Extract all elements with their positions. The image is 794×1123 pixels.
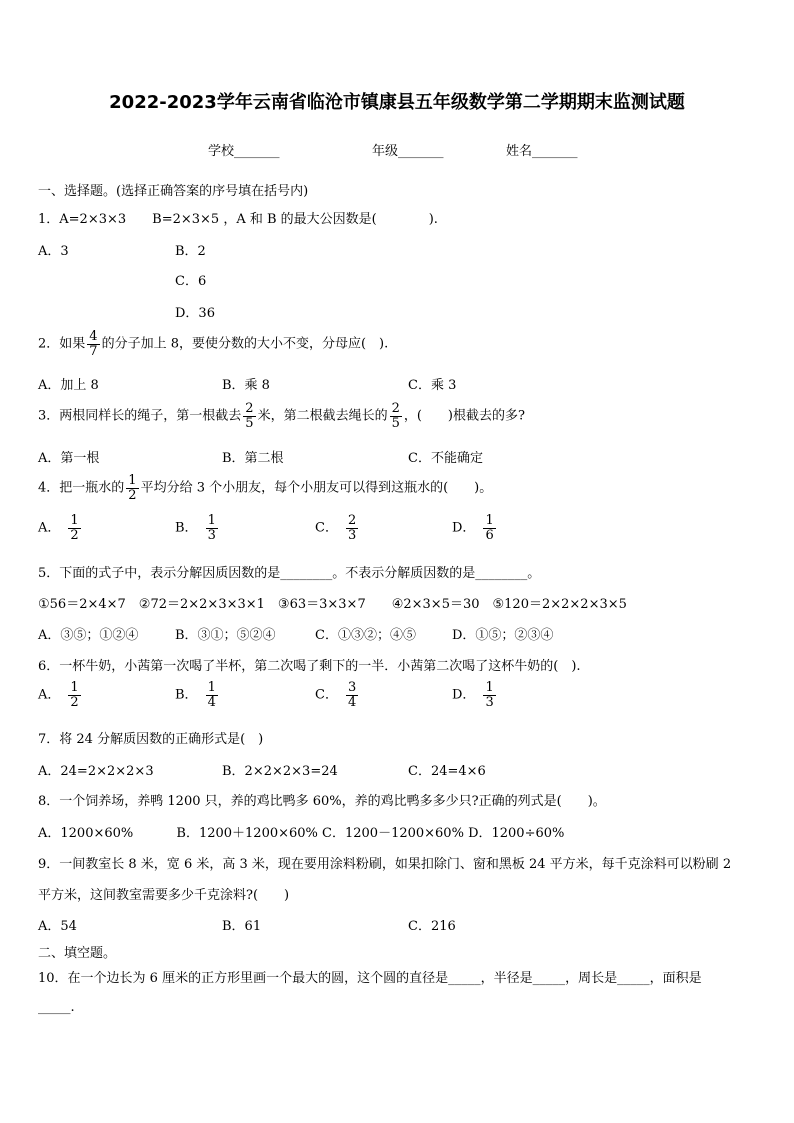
q6-option-c: C． $\frac{3}{4}$ (315, 680, 357, 710)
q4-option-d: D． $\frac{1}{6}$ (452, 513, 494, 543)
question-3: 3．两根同样长的绳子，第一根截去 $\frac{2}{5}$ 米，第二根截去绳长的 $\frac{2}{5}$ ，( )根截去的多? (38, 401, 525, 431)
q3-option-b: B．第二根 (222, 451, 284, 466)
q7-option-a: A．24=2×2×2×3 (38, 764, 154, 779)
q3-option-c: C．不能确定 (408, 451, 483, 466)
q1-option-d: D．36 (175, 306, 215, 321)
question-10-line-1: 10．在一个边长为 6 厘米的正方形里画一个最大的圆，这个圆的直径是_____，半径是_____，周长是_____，面积是 (38, 971, 702, 986)
q5-option-c: C．①③②；④⑤ (315, 628, 416, 643)
grade-field: 年级_______ (372, 144, 444, 159)
q1-option-b: B．2 (175, 244, 206, 259)
q2-post: 的分子加上 8，要使分数的大小不变，分母应( ). (101, 336, 389, 352)
q2-pre: 2．如果 (38, 336, 86, 352)
question-2 (38, 330, 388, 358)
section-fill-heading: 二、填空题。 (38, 946, 117, 961)
q4-option-a: A． $\frac{1}{2}$ (38, 513, 79, 543)
q4-option-b: B． $\frac{1}{3}$ (175, 513, 216, 543)
question-5: 5．下面的式子中，表示分解因质因数的是________。不表示分解质因数的是________。 (38, 566, 541, 581)
question-7: 7．将 24 分解质因数的正确形式是( ) (38, 732, 264, 747)
q6-option-b: B． $\frac{1}{4}$ (175, 680, 216, 710)
q5-option-a: A．③⑤；①②④ (38, 628, 139, 643)
q7-option-b: B．2×2×2×3=24 (222, 764, 338, 779)
q2-option-a: A．加上 8 (38, 378, 99, 393)
question-10-line-2: _____. (38, 1000, 75, 1015)
question-6: 6．一杯牛奶，小茜第一次喝了半杯，第二次喝了剩下的一半．小茜第二次喝了这杯牛奶的( ). (38, 659, 581, 674)
q9-option-c: C．216 (408, 919, 456, 934)
q7-option-c: C．24=4×6 (408, 764, 486, 779)
q1-option-a: A．3 (38, 244, 69, 259)
q4-option-c: C． $\frac{2}{3}$ (315, 513, 357, 543)
q9-option-a: A．54 (38, 919, 77, 934)
q3-fraction-2: $\frac{2}{5}$ (391, 401, 400, 431)
q8-options: A．1200×60% B．1200＋1200×60% C．1200－1200×60% D．1200÷60% (38, 826, 565, 841)
question-9-line-1: 9．一间教室长 8 米，宽 6 米，高 3 米，现在要用涂料粉刷，如果扣除门、窗和黑板 24 平方米，每千克涂料可以粉刷 2 (38, 857, 732, 872)
q4-fraction: $\frac{1}{2}$ (128, 473, 137, 503)
q6-option-a: A． $\frac{1}{2}$ (38, 680, 79, 710)
school-field: 学校_______ (208, 144, 280, 159)
q9-option-b: B．61 (222, 919, 262, 934)
section-choice-heading: 一、选择题。(选择正确答案的序号填在括号内) (38, 184, 309, 199)
q2-fraction: $\frac{4}{7}$ (89, 329, 98, 359)
page-title: 2022-2023学年云南省临沧市镇康县五年级数学第二学期期末监测试题 (109, 92, 685, 113)
q2-option-b: B．乘 8 (222, 378, 270, 393)
question-4: 4．把一瓶水的 $\frac{1}{2}$ 平均分给 3 个小朋友，每个小朋友可以得到这瓶水的( )。 (38, 473, 493, 503)
q5-option-d: D．①⑤；②③④ (452, 628, 554, 643)
question-1: 1．A=2×3×3 B=2×3×5 ，A 和 B 的最大公因数是( ). (38, 212, 438, 227)
q6-option-d: D． $\frac{1}{3}$ (452, 680, 494, 710)
name-field: 姓名_______ (506, 144, 578, 159)
q1-option-c: C．6 (175, 274, 207, 289)
q5-option-b: B．③①；⑤②④ (175, 628, 276, 643)
q2-option-c: C．乘 3 (408, 378, 457, 393)
q5-items: ①56＝2×4×7 ②72＝2×2×3×3×1 ③63＝3×3×7 ④2×3×5＝30 ⑤120＝2×2×2×3×5 (38, 597, 627, 612)
q3-fraction-1: $\frac{2}{5}$ (245, 401, 254, 431)
question-9-line-2: 平方米，这间教室需要多少千克涂料?( ) (38, 888, 290, 903)
question-8: 8．一个饲养场，养鸭 1200 只，养的鸡比鸭多 60%，养的鸡比鸭多多少只?正确的列式是( )。 (38, 794, 606, 809)
q3-option-a: A．第一根 (38, 451, 100, 466)
